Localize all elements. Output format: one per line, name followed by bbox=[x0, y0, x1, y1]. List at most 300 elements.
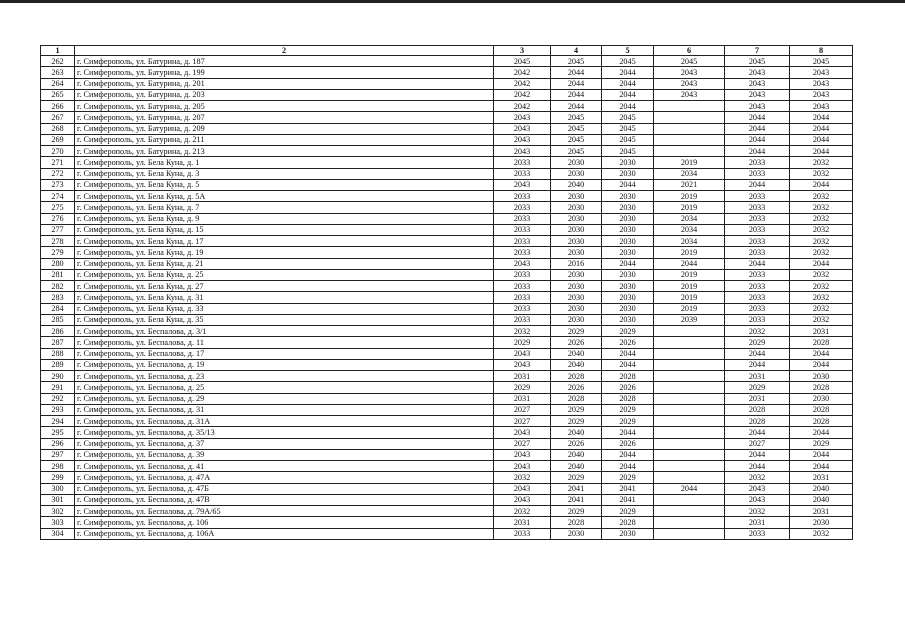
col-6-cell bbox=[654, 326, 725, 337]
col-6-cell: 2043 bbox=[654, 89, 725, 100]
row-number-cell: 301 bbox=[41, 494, 75, 505]
col-6-cell: 2019 bbox=[654, 292, 725, 303]
col-3-cell: 2032 bbox=[494, 506, 551, 517]
col-8-cell: 2030 bbox=[790, 393, 853, 404]
col-5-cell: 2044 bbox=[602, 348, 654, 359]
col-5-cell: 2045 bbox=[602, 134, 654, 145]
col-7-cell: 2033 bbox=[725, 303, 790, 314]
col-5-cell: 2044 bbox=[602, 89, 654, 100]
col-3-cell: 2033 bbox=[494, 224, 551, 235]
table-row bbox=[41, 146, 853, 157]
row-number-cell: 272 bbox=[41, 168, 75, 179]
table-row bbox=[41, 213, 853, 224]
col-7-cell: 2033 bbox=[725, 224, 790, 235]
row-number-cell: 270 bbox=[41, 146, 75, 157]
col-4-cell: 2030 bbox=[551, 303, 602, 314]
address-cell: г. Симферополь, ул. Беспалова, д. 25 bbox=[75, 382, 494, 393]
row-number-cell: 298 bbox=[41, 461, 75, 472]
col-4-cell: 2045 bbox=[551, 56, 602, 67]
col-7-cell: 2044 bbox=[725, 134, 790, 145]
row-number-cell: 280 bbox=[41, 258, 75, 269]
col-6-cell bbox=[654, 337, 725, 348]
row-number-cell: 265 bbox=[41, 89, 75, 100]
address-cell: г. Симферополь, ул. Батурина, д. 207 bbox=[75, 112, 494, 123]
col-7-cell: 2044 bbox=[725, 461, 790, 472]
address-cell: г. Симферополь, ул. Батурина, д. 199 bbox=[75, 67, 494, 78]
col-3-cell: 2033 bbox=[494, 236, 551, 247]
row-number-cell: 267 bbox=[41, 112, 75, 123]
address-cell: г. Симферополь, ул. Бела Куна, д. 31 bbox=[75, 292, 494, 303]
col-3-cell: 2043 bbox=[494, 179, 551, 190]
col-5-cell: 2029 bbox=[602, 416, 654, 427]
col-8-cell: 2045 bbox=[790, 56, 853, 67]
col-3-cell: 2042 bbox=[494, 101, 551, 112]
col-6-cell bbox=[654, 123, 725, 134]
col-8-cell: 2032 bbox=[790, 269, 853, 280]
col-7-cell: 2033 bbox=[725, 314, 790, 325]
col-8-cell: 2044 bbox=[790, 112, 853, 123]
col-4-cell: 2040 bbox=[551, 359, 602, 370]
col-5-cell: 2028 bbox=[602, 393, 654, 404]
table-row bbox=[41, 101, 853, 112]
col-4-cell: 2026 bbox=[551, 438, 602, 449]
col-3-cell: 2033 bbox=[494, 247, 551, 258]
col-8-cell: 2032 bbox=[790, 236, 853, 247]
col-5-cell: 2044 bbox=[602, 258, 654, 269]
col-7-cell: 2043 bbox=[725, 483, 790, 494]
col-4-cell: 2028 bbox=[551, 371, 602, 382]
col-3-cell: 2043 bbox=[494, 427, 551, 438]
address-cell: г. Симферополь, ул. Беспалова, д. 35/13 bbox=[75, 427, 494, 438]
col-6-cell: 2019 bbox=[654, 269, 725, 280]
col-5-cell: 2030 bbox=[602, 236, 654, 247]
row-number-cell: 273 bbox=[41, 179, 75, 190]
col-8-cell: 2044 bbox=[790, 179, 853, 190]
col-3-cell: 2042 bbox=[494, 67, 551, 78]
col-4-cell: 2030 bbox=[551, 224, 602, 235]
col-8-cell: 2028 bbox=[790, 382, 853, 393]
col-7-cell: 2043 bbox=[725, 101, 790, 112]
address-cell: г. Симферополь, ул. Батурина, д. 213 bbox=[75, 146, 494, 157]
address-cell: г. Симферополь, ул. Беспалова, д. 11 bbox=[75, 337, 494, 348]
col-7-cell: 2033 bbox=[725, 168, 790, 179]
col-4-cell: 2030 bbox=[551, 168, 602, 179]
row-number-cell: 262 bbox=[41, 56, 75, 67]
page-top-border bbox=[0, 0, 905, 3]
col-5-cell: 2030 bbox=[602, 168, 654, 179]
address-cell: г. Симферополь, ул. Бела Куна, д. 9 bbox=[75, 213, 494, 224]
row-number-cell: 283 bbox=[41, 292, 75, 303]
col-5-cell: 2030 bbox=[602, 281, 654, 292]
col-8-cell: 2032 bbox=[790, 292, 853, 303]
col-5-cell: 2045 bbox=[602, 56, 654, 67]
table-row bbox=[41, 472, 853, 483]
col-4-cell: 2044 bbox=[551, 67, 602, 78]
col-8-cell: 2043 bbox=[790, 78, 853, 89]
col-5-cell: 2029 bbox=[602, 506, 654, 517]
col-4-cell: 2030 bbox=[551, 281, 602, 292]
col-3-cell: 2027 bbox=[494, 416, 551, 427]
row-number-cell: 275 bbox=[41, 202, 75, 213]
row-number-cell: 290 bbox=[41, 371, 75, 382]
col-6-cell bbox=[654, 382, 725, 393]
col-3-cell: 2027 bbox=[494, 404, 551, 415]
col-4-cell: 2030 bbox=[551, 157, 602, 168]
table-row bbox=[41, 292, 853, 303]
col-4-cell: 2029 bbox=[551, 472, 602, 483]
col-7-cell: 2043 bbox=[725, 78, 790, 89]
row-number-cell: 287 bbox=[41, 337, 75, 348]
table-row bbox=[41, 269, 853, 280]
col-3-cell: 2043 bbox=[494, 258, 551, 269]
row-number-cell: 293 bbox=[41, 404, 75, 415]
col-7-cell: 2033 bbox=[725, 269, 790, 280]
row-number-cell: 281 bbox=[41, 269, 75, 280]
col-6-cell: 2034 bbox=[654, 213, 725, 224]
row-number-cell: 302 bbox=[41, 506, 75, 517]
col-6-cell bbox=[654, 472, 725, 483]
row-number-cell: 263 bbox=[41, 67, 75, 78]
col-6-cell bbox=[654, 494, 725, 505]
col-6-cell: 2044 bbox=[654, 258, 725, 269]
col-6-cell: 2034 bbox=[654, 236, 725, 247]
col-5-cell: 2029 bbox=[602, 404, 654, 415]
row-number-cell: 289 bbox=[41, 359, 75, 370]
table-row bbox=[41, 371, 853, 382]
row-number-cell: 268 bbox=[41, 123, 75, 134]
col-6-cell bbox=[654, 101, 725, 112]
col-8-cell: 2028 bbox=[790, 404, 853, 415]
col-3-cell: 2043 bbox=[494, 494, 551, 505]
col-7-cell: 2043 bbox=[725, 67, 790, 78]
col-8-cell: 2031 bbox=[790, 326, 853, 337]
address-cell: г. Симферополь, ул. Бела Куна, д. 19 bbox=[75, 247, 494, 258]
address-cell: г. Симферополь, ул. Беспалова, д. 106А bbox=[75, 528, 494, 539]
address-cell: г. Симферополь, ул. Беспалова, д. 47Б bbox=[75, 483, 494, 494]
col-7-cell: 2029 bbox=[725, 382, 790, 393]
address-cell: г. Симферополь, ул. Батурина, д. 211 bbox=[75, 134, 494, 145]
address-cell: г. Симферополь, ул. Бела Куна, д. 15 bbox=[75, 224, 494, 235]
col-6-cell bbox=[654, 359, 725, 370]
table-row bbox=[41, 449, 853, 460]
address-cell: г. Симферополь, ул. Бела Куна, д. 5А bbox=[75, 191, 494, 202]
table-row bbox=[41, 123, 853, 134]
col-5-cell: 2044 bbox=[602, 449, 654, 460]
row-number-cell: 297 bbox=[41, 449, 75, 460]
col-7-cell: 2044 bbox=[725, 449, 790, 460]
col-4-cell: 2040 bbox=[551, 449, 602, 460]
col-6-cell: 2043 bbox=[654, 67, 725, 78]
col-8-cell: 2032 bbox=[790, 247, 853, 258]
col-3-cell: 2043 bbox=[494, 134, 551, 145]
table-row bbox=[41, 157, 853, 168]
col-3-cell: 2033 bbox=[494, 168, 551, 179]
col-7-cell: 2032 bbox=[725, 326, 790, 337]
col-8-cell: 2029 bbox=[790, 438, 853, 449]
col-8-cell: 2031 bbox=[790, 506, 853, 517]
address-cell: г. Симферополь, ул. Беспалова, д. 19 bbox=[75, 359, 494, 370]
address-cell: г. Симферополь, ул. Беспалова, д. 41 bbox=[75, 461, 494, 472]
row-number-cell: 274 bbox=[41, 191, 75, 202]
col-6-cell: 2045 bbox=[654, 56, 725, 67]
col-5-cell: 2045 bbox=[602, 123, 654, 134]
col-5-cell: 2030 bbox=[602, 292, 654, 303]
col-7-cell: 2043 bbox=[725, 494, 790, 505]
col-4-cell: 2030 bbox=[551, 213, 602, 224]
col-6-cell: 2019 bbox=[654, 281, 725, 292]
address-cell: г. Симферополь, ул. Батурина, д. 205 bbox=[75, 101, 494, 112]
table-row bbox=[41, 461, 853, 472]
schedule-table bbox=[40, 45, 853, 540]
col-7-cell: 2044 bbox=[725, 112, 790, 123]
row-number-cell: 294 bbox=[41, 416, 75, 427]
col-7-cell: 2033 bbox=[725, 528, 790, 539]
col-6-cell bbox=[654, 146, 725, 157]
row-number-cell: 276 bbox=[41, 213, 75, 224]
col-7-cell: 2044 bbox=[725, 146, 790, 157]
col-4-cell: 2040 bbox=[551, 179, 602, 190]
table-row bbox=[41, 348, 853, 359]
col-6-cell: 2034 bbox=[654, 168, 725, 179]
col-6-cell bbox=[654, 528, 725, 539]
col-4-cell: 2041 bbox=[551, 494, 602, 505]
table-row bbox=[41, 56, 853, 67]
header-cell-2: 2 bbox=[75, 46, 494, 56]
col-6-cell bbox=[654, 348, 725, 359]
col-4-cell: 2030 bbox=[551, 247, 602, 258]
table-row bbox=[41, 506, 853, 517]
col-8-cell: 2032 bbox=[790, 213, 853, 224]
col-5-cell: 2045 bbox=[602, 146, 654, 157]
col-6-cell: 2021 bbox=[654, 179, 725, 190]
col-7-cell: 2044 bbox=[725, 123, 790, 134]
col-5-cell: 2029 bbox=[602, 472, 654, 483]
table-row bbox=[41, 483, 853, 494]
col-5-cell: 2045 bbox=[602, 112, 654, 123]
address-cell: г. Симферополь, ул. Беспалова, д. 79А/65 bbox=[75, 506, 494, 517]
col-3-cell: 2033 bbox=[494, 269, 551, 280]
address-cell: г. Симферополь, ул. Бела Куна, д. 35 bbox=[75, 314, 494, 325]
col-7-cell: 2029 bbox=[725, 337, 790, 348]
col-3-cell: 2031 bbox=[494, 371, 551, 382]
col-3-cell: 2045 bbox=[494, 56, 551, 67]
col-6-cell bbox=[654, 416, 725, 427]
col-6-cell bbox=[654, 449, 725, 460]
table-row bbox=[41, 494, 853, 505]
col-4-cell: 2030 bbox=[551, 191, 602, 202]
col-4-cell: 2040 bbox=[551, 427, 602, 438]
col-8-cell: 2032 bbox=[790, 191, 853, 202]
table-row bbox=[41, 67, 853, 78]
row-number-cell: 279 bbox=[41, 247, 75, 258]
row-number-cell: 269 bbox=[41, 134, 75, 145]
col-6-cell bbox=[654, 393, 725, 404]
col-7-cell: 2028 bbox=[725, 404, 790, 415]
col-7-cell: 2033 bbox=[725, 157, 790, 168]
table-row bbox=[41, 438, 853, 449]
row-number-cell: 296 bbox=[41, 438, 75, 449]
col-6-cell bbox=[654, 517, 725, 528]
col-8-cell: 2044 bbox=[790, 461, 853, 472]
table-row bbox=[41, 416, 853, 427]
col-6-cell: 2043 bbox=[654, 78, 725, 89]
col-5-cell: 2041 bbox=[602, 483, 654, 494]
col-8-cell: 2044 bbox=[790, 348, 853, 359]
col-5-cell: 2030 bbox=[602, 191, 654, 202]
col-8-cell: 2030 bbox=[790, 371, 853, 382]
col-7-cell: 2033 bbox=[725, 281, 790, 292]
col-6-cell bbox=[654, 427, 725, 438]
col-3-cell: 2032 bbox=[494, 472, 551, 483]
col-4-cell: 2044 bbox=[551, 101, 602, 112]
table-row bbox=[41, 382, 853, 393]
col-3-cell: 2033 bbox=[494, 303, 551, 314]
row-number-cell: 286 bbox=[41, 326, 75, 337]
col-7-cell: 2033 bbox=[725, 213, 790, 224]
col-4-cell: 2030 bbox=[551, 292, 602, 303]
address-cell: г. Симферополь, ул. Беспалова, д. 31А bbox=[75, 416, 494, 427]
col-4-cell: 2016 bbox=[551, 258, 602, 269]
col-7-cell: 2033 bbox=[725, 292, 790, 303]
address-cell: г. Симферополь, ул. Беспалова, д. 17 bbox=[75, 348, 494, 359]
col-8-cell: 2044 bbox=[790, 449, 853, 460]
col-6-cell: 2019 bbox=[654, 202, 725, 213]
col-8-cell: 2044 bbox=[790, 134, 853, 145]
header-cell-3: 3 bbox=[494, 46, 551, 56]
address-cell: г. Симферополь, ул. Бела Куна, д. 33 bbox=[75, 303, 494, 314]
header-cell-1: 1 bbox=[41, 46, 75, 56]
col-4-cell: 2026 bbox=[551, 337, 602, 348]
col-4-cell: 2030 bbox=[551, 236, 602, 247]
col-7-cell: 2044 bbox=[725, 348, 790, 359]
col-8-cell: 2044 bbox=[790, 123, 853, 134]
row-number-cell: 285 bbox=[41, 314, 75, 325]
col-5-cell: 2044 bbox=[602, 427, 654, 438]
address-cell: г. Симферополь, ул. Бела Куна, д. 25 bbox=[75, 269, 494, 280]
col-5-cell: 2026 bbox=[602, 382, 654, 393]
col-5-cell: 2041 bbox=[602, 494, 654, 505]
col-7-cell: 2044 bbox=[725, 258, 790, 269]
col-5-cell: 2026 bbox=[602, 337, 654, 348]
row-number-cell: 288 bbox=[41, 348, 75, 359]
header-cell-4: 4 bbox=[551, 46, 602, 56]
table-body bbox=[41, 56, 853, 540]
header-cell-7: 7 bbox=[725, 46, 790, 56]
address-cell: г. Симферополь, ул. Беспалова, д. 29 bbox=[75, 393, 494, 404]
col-3-cell: 2033 bbox=[494, 213, 551, 224]
table-row bbox=[41, 404, 853, 415]
row-number-cell: 304 bbox=[41, 528, 75, 539]
col-3-cell: 2043 bbox=[494, 483, 551, 494]
header-cell-8: 8 bbox=[790, 46, 853, 56]
col-4-cell: 2029 bbox=[551, 404, 602, 415]
col-3-cell: 2043 bbox=[494, 146, 551, 157]
col-5-cell: 2044 bbox=[602, 78, 654, 89]
col-3-cell: 2033 bbox=[494, 528, 551, 539]
address-cell: г. Симферополь, ул. Бела Куна, д. 17 bbox=[75, 236, 494, 247]
col-8-cell: 2043 bbox=[790, 67, 853, 78]
table-row bbox=[41, 393, 853, 404]
col-4-cell: 2030 bbox=[551, 202, 602, 213]
col-3-cell: 2042 bbox=[494, 78, 551, 89]
col-3-cell: 2043 bbox=[494, 123, 551, 134]
col-3-cell: 2043 bbox=[494, 359, 551, 370]
table-row bbox=[41, 202, 853, 213]
table-row bbox=[41, 78, 853, 89]
col-6-cell bbox=[654, 134, 725, 145]
col-5-cell: 2026 bbox=[602, 438, 654, 449]
col-7-cell: 2033 bbox=[725, 236, 790, 247]
table-row bbox=[41, 112, 853, 123]
col-8-cell: 2044 bbox=[790, 427, 853, 438]
col-3-cell: 2033 bbox=[494, 202, 551, 213]
table-row bbox=[41, 168, 853, 179]
table-row bbox=[41, 359, 853, 370]
table-row bbox=[41, 528, 853, 539]
col-5-cell: 2044 bbox=[602, 179, 654, 190]
address-cell: г. Симферополь, ул. Беспалова, д. 37 bbox=[75, 438, 494, 449]
col-6-cell bbox=[654, 371, 725, 382]
address-cell: г. Симферополь, ул. Бела Куна, д. 27 bbox=[75, 281, 494, 292]
col-5-cell: 2030 bbox=[602, 213, 654, 224]
col-8-cell: 2043 bbox=[790, 89, 853, 100]
col-4-cell: 2030 bbox=[551, 528, 602, 539]
col-8-cell: 2032 bbox=[790, 303, 853, 314]
address-cell: г. Симферополь, ул. Бела Куна, д. 21 bbox=[75, 258, 494, 269]
col-6-cell: 2019 bbox=[654, 157, 725, 168]
col-4-cell: 2029 bbox=[551, 416, 602, 427]
col-3-cell: 2043 bbox=[494, 348, 551, 359]
col-6-cell: 2019 bbox=[654, 303, 725, 314]
col-8-cell: 2032 bbox=[790, 202, 853, 213]
col-5-cell: 2030 bbox=[602, 269, 654, 280]
address-cell: г. Симферополь, ул. Беспалова, д. 106 bbox=[75, 517, 494, 528]
address-cell: г. Симферополь, ул. Батурина, д. 203 bbox=[75, 89, 494, 100]
address-cell: г. Симферополь, ул. Батурина, д. 201 bbox=[75, 78, 494, 89]
row-number-cell: 291 bbox=[41, 382, 75, 393]
col-3-cell: 2031 bbox=[494, 517, 551, 528]
col-6-cell bbox=[654, 112, 725, 123]
col-5-cell: 2029 bbox=[602, 326, 654, 337]
address-cell: г. Симферополь, ул. Бела Куна, д. 5 bbox=[75, 179, 494, 190]
col-7-cell: 2033 bbox=[725, 202, 790, 213]
address-cell: г. Симферополь, ул. Беспалова, д. 39 bbox=[75, 449, 494, 460]
address-cell: г. Симферополь, ул. Бела Куна, д. 3 bbox=[75, 168, 494, 179]
col-6-cell bbox=[654, 506, 725, 517]
row-number-cell: 277 bbox=[41, 224, 75, 235]
col-4-cell: 2040 bbox=[551, 348, 602, 359]
col-4-cell: 2029 bbox=[551, 506, 602, 517]
header-row bbox=[41, 46, 853, 56]
col-5-cell: 2030 bbox=[602, 224, 654, 235]
address-cell: г. Симферополь, ул. Беспалова, д. 47А bbox=[75, 472, 494, 483]
col-4-cell: 2044 bbox=[551, 78, 602, 89]
col-3-cell: 2043 bbox=[494, 449, 551, 460]
col-5-cell: 2044 bbox=[602, 461, 654, 472]
col-8-cell: 2032 bbox=[790, 157, 853, 168]
col-8-cell: 2032 bbox=[790, 281, 853, 292]
row-number-cell: 278 bbox=[41, 236, 75, 247]
table-row bbox=[41, 281, 853, 292]
row-number-cell: 292 bbox=[41, 393, 75, 404]
col-7-cell: 2028 bbox=[725, 416, 790, 427]
col-5-cell: 2044 bbox=[602, 67, 654, 78]
col-8-cell: 2044 bbox=[790, 258, 853, 269]
row-number-cell: 299 bbox=[41, 472, 75, 483]
row-number-cell: 271 bbox=[41, 157, 75, 168]
col-4-cell: 2026 bbox=[551, 382, 602, 393]
table-row bbox=[41, 89, 853, 100]
